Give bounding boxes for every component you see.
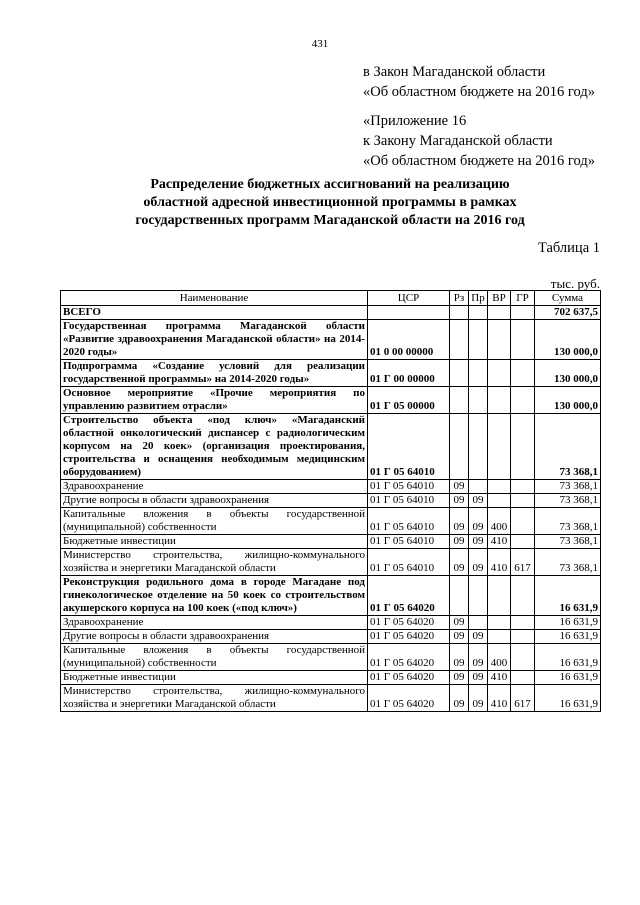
cell-gr: [511, 360, 535, 387]
header-line: к Закону Магаданской области: [363, 133, 553, 149]
cell-csr: 01 Г 05 64020: [368, 685, 450, 712]
cell-rz: [450, 320, 469, 360]
amendment-header: [363, 62, 595, 171]
cell-sum: 130 000,0: [535, 387, 601, 414]
cell-name: Государственная программа Магаданской области «Развитие здравоохранения Магаданской области» на 2014-2020 годы»: [61, 320, 368, 360]
cell-csr: 01 Г 05 64020: [368, 630, 450, 644]
title-line: государственных программ Магаданской области на 2016 год: [135, 213, 525, 228]
cell-rz: 09: [450, 535, 469, 549]
cell-vr: [488, 480, 511, 494]
cell-sum: 73 368,1: [535, 480, 601, 494]
cell-pr: 09: [469, 549, 488, 576]
cell-gr: [511, 671, 535, 685]
table-row: [61, 644, 601, 671]
cell-rz: 09: [450, 685, 469, 712]
cell-pr: 09: [469, 508, 488, 535]
cell-rz: [450, 414, 469, 480]
cell-sum: 16 631,9: [535, 576, 601, 616]
cell-sum: 73 368,1: [535, 508, 601, 535]
table-row: [61, 387, 601, 414]
cell-name: Основное мероприятие «Прочие мероприятия по управлению развитием отрасли»: [61, 387, 368, 414]
cell-rz: [450, 360, 469, 387]
cell-vr: 400: [488, 644, 511, 671]
cell-rz: 09: [450, 549, 469, 576]
cell-vr: [488, 387, 511, 414]
cell-csr: 01 Г 05 64010: [368, 414, 450, 480]
cell-gr: [511, 630, 535, 644]
cell-sum: 130 000,0: [535, 320, 601, 360]
document-title: [60, 176, 600, 230]
cell-name: Бюджетные инвестиции: [61, 535, 368, 549]
cell-rz: 09: [450, 616, 469, 630]
table-row: [61, 685, 601, 712]
cell-gr: [511, 320, 535, 360]
cell-gr: [511, 480, 535, 494]
cell-vr: [488, 360, 511, 387]
cell-pr: [469, 387, 488, 414]
table-row: [61, 576, 601, 616]
cell-csr: 01 Г 05 64020: [368, 576, 450, 616]
header-line: «Об областном бюджете на 2016 год»: [363, 84, 595, 100]
col-header-csr: ЦСР: [368, 291, 450, 306]
table-header-row: [61, 291, 601, 306]
table-row: [61, 508, 601, 535]
cell-sum: 73 368,1: [535, 549, 601, 576]
cell-csr: [368, 306, 450, 320]
cell-sum: 130 000,0: [535, 360, 601, 387]
cell-pr: [469, 616, 488, 630]
table-row: [61, 535, 601, 549]
cell-csr: 01 Г 05 64010: [368, 508, 450, 535]
cell-name: Реконструкция родильного дома в городе Магадане под гинекологическое отделение на 50 коек со строительством акушерского корпуса на 100 коек («под ключ»): [61, 576, 368, 616]
cell-gr: 617: [511, 549, 535, 576]
cell-name: Другие вопросы в области здравоохранения: [61, 494, 368, 508]
cell-pr: 09: [469, 535, 488, 549]
budget-table: [60, 290, 601, 712]
cell-name: ВСЕГО: [61, 306, 368, 320]
table-row: [61, 494, 601, 508]
cell-name: Другие вопросы в области здравоохранения: [61, 630, 368, 644]
cell-pr: [469, 414, 488, 480]
table-row: [61, 480, 601, 494]
cell-name: Министерство строительства, жилищно-коммунального хозяйства и энергетики Магаданской области: [61, 549, 368, 576]
cell-gr: [511, 306, 535, 320]
cell-vr: [488, 576, 511, 616]
col-header-pr: Пр: [469, 291, 488, 306]
cell-pr: 09: [469, 644, 488, 671]
cell-pr: [469, 320, 488, 360]
table-row: [61, 549, 601, 576]
cell-gr: [511, 616, 535, 630]
table-row: [61, 671, 601, 685]
page-number: 431: [311, 38, 329, 50]
cell-csr: 01 Г 05 64010: [368, 494, 450, 508]
header-line: в Закон Магаданской области: [363, 64, 546, 80]
cell-sum: 16 631,9: [535, 644, 601, 671]
cell-vr: 410: [488, 549, 511, 576]
cell-name: Подпрограмма «Создание условий для реализации государственной программы» на 2014-2020 годы»: [61, 360, 368, 387]
cell-csr: 01 Г 05 64010: [368, 480, 450, 494]
cell-pr: 09: [469, 671, 488, 685]
cell-pr: 09: [469, 630, 488, 644]
cell-rz: 09: [450, 508, 469, 535]
table-body: [61, 306, 601, 712]
cell-rz: [450, 387, 469, 414]
cell-sum: 16 631,9: [535, 616, 601, 630]
header-line: «Об областном бюджете на 2016 год»: [363, 153, 595, 169]
cell-sum: 16 631,9: [535, 671, 601, 685]
table-row: [61, 616, 601, 630]
cell-pr: [469, 306, 488, 320]
cell-csr: 01 Г 05 00000: [368, 387, 450, 414]
cell-rz: 09: [450, 671, 469, 685]
cell-gr: [511, 508, 535, 535]
cell-rz: [450, 576, 469, 616]
cell-sum: 702 637,5: [535, 306, 601, 320]
cell-pr: [469, 576, 488, 616]
cell-rz: 09: [450, 630, 469, 644]
cell-name: Здравоохранение: [61, 616, 368, 630]
cell-gr: [511, 414, 535, 480]
cell-rz: 09: [450, 480, 469, 494]
cell-sum: 73 368,1: [535, 414, 601, 480]
table-row: [61, 630, 601, 644]
cell-sum: 16 631,9: [535, 685, 601, 712]
cell-csr: 01 Г 05 64020: [368, 644, 450, 671]
cell-vr: 410: [488, 535, 511, 549]
cell-sum: 73 368,1: [535, 535, 601, 549]
col-header-rz: Рз: [450, 291, 469, 306]
cell-name: Бюджетные инвестиции: [61, 671, 368, 685]
cell-gr: 617: [511, 685, 535, 712]
cell-pr: [469, 360, 488, 387]
table-row: [61, 360, 601, 387]
cell-csr: 01 Г 05 64020: [368, 616, 450, 630]
cell-vr: 400: [488, 508, 511, 535]
cell-name: Строительство объекта «под ключ» «Магаданский областной онкологический диспансер с радиологическим корпусом на 20 коек» (организация проектирования, строительства и оснащения необходимым медицинским оборудованием): [61, 414, 368, 480]
cell-csr: 01 Г 05 64010: [368, 535, 450, 549]
title-line: областной адресной инвестиционной программы в рамках: [143, 195, 517, 210]
cell-vr: 410: [488, 671, 511, 685]
table-label: Таблица 1: [537, 240, 600, 256]
cell-name: Министерство строительства, жилищно-коммунального хозяйства и энергетики Магаданской области: [61, 685, 368, 712]
cell-csr: 01 Г 05 64010: [368, 549, 450, 576]
cell-gr: [511, 535, 535, 549]
title-line: Распределение бюджетных ассигнований на реализацию: [150, 177, 510, 192]
col-header-name: Наименование: [61, 291, 368, 306]
cell-sum: 73 368,1: [535, 494, 601, 508]
cell-gr: [511, 644, 535, 671]
cell-vr: [488, 320, 511, 360]
cell-vr: [488, 630, 511, 644]
cell-gr: [511, 576, 535, 616]
cell-csr: 01 Г 00 00000: [368, 360, 450, 387]
cell-name: Здравоохранение: [61, 480, 368, 494]
cell-rz: 09: [450, 494, 469, 508]
cell-pr: 09: [469, 685, 488, 712]
cell-gr: [511, 387, 535, 414]
cell-gr: [511, 494, 535, 508]
cell-pr: [469, 480, 488, 494]
cell-vr: 410: [488, 685, 511, 712]
cell-vr: [488, 414, 511, 480]
col-header-vr: ВР: [488, 291, 511, 306]
cell-csr: 01 Г 05 64020: [368, 671, 450, 685]
cell-vr: [488, 494, 511, 508]
cell-vr: [488, 306, 511, 320]
cell-rz: 09: [450, 644, 469, 671]
table-row: [61, 306, 601, 320]
cell-pr: 09: [469, 494, 488, 508]
table-row: [61, 320, 601, 360]
cell-rz: [450, 306, 469, 320]
table-row: [61, 414, 601, 480]
col-header-sum: Сумма: [535, 291, 601, 306]
cell-name: Капитальные вложения в объекты государственной (муниципальной) собственности: [61, 508, 368, 535]
cell-vr: [488, 616, 511, 630]
col-header-gr: ГР: [511, 291, 535, 306]
cell-sum: 16 631,9: [535, 630, 601, 644]
header-line: «Приложение 16: [363, 113, 467, 129]
units-label: тыс. руб.: [550, 276, 600, 291]
cell-csr: 01 0 00 00000: [368, 320, 450, 360]
cell-name: Капитальные вложения в объекты государственной (муниципальной) собственности: [61, 644, 368, 671]
